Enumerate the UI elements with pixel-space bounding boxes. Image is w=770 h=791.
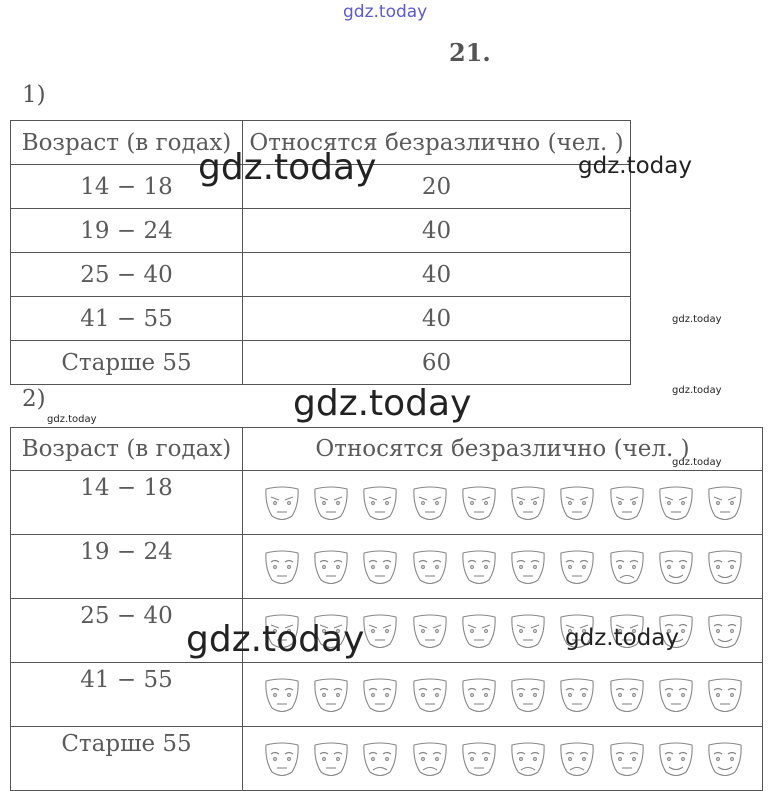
age-cell: 41 − 55 [11, 663, 243, 727]
age-cell: 25 − 40 [11, 253, 243, 297]
face-icon-angry [558, 483, 596, 523]
face-icon-angry [263, 483, 301, 523]
face-icon-sad [558, 739, 596, 779]
age-cell: 25 − 40 [11, 599, 243, 663]
face-icon-angry [361, 611, 399, 651]
watermark-header-small: gdz.today [672, 457, 722, 468]
face-icon-angry [411, 483, 449, 523]
faces-cell [243, 471, 763, 535]
watermark-part2-small: gdz.today [47, 414, 97, 425]
face-icon-angry [411, 611, 449, 651]
count-cell: 20 [243, 165, 631, 209]
table-part-2 [10, 427, 763, 791]
face-icon-smile [657, 739, 695, 779]
face-icon-neutral [460, 739, 498, 779]
face-icon-angry [657, 483, 695, 523]
faces-row [243, 739, 762, 779]
header-age: Возраст (в годах) [11, 428, 243, 471]
face-icon-angry [361, 483, 399, 523]
face-icon-neutral [312, 739, 350, 779]
face-icon-angry [460, 611, 498, 651]
part-1-label: 1) [22, 82, 46, 108]
face-icon-angry [509, 483, 547, 523]
face-icon-neutral [411, 547, 449, 587]
watermark-small-b: gdz.today [672, 385, 722, 396]
age-cell: 19 − 24 [11, 535, 243, 599]
age-cell: 14 − 18 [11, 471, 243, 535]
table-row [11, 297, 631, 341]
watermark-table1-right: gdz.today [578, 153, 692, 179]
face-icon-smile [706, 739, 744, 779]
watermark-row-mid-right: gdz.today [565, 625, 679, 651]
watermark-part2-center: gdz.today [293, 383, 472, 424]
face-icon-neutral [263, 739, 301, 779]
watermark-table1-center: gdz.today [198, 147, 377, 188]
table-row [11, 253, 631, 297]
watermark-top: gdz.today [343, 2, 428, 22]
face-icon-neutral [608, 739, 646, 779]
face-icon-neutral [558, 675, 596, 715]
face-icon-neutral [312, 675, 350, 715]
task-number: 21. [449, 38, 491, 67]
face-icon-angry [706, 483, 744, 523]
table-row [11, 727, 763, 791]
face-icon-angry [312, 483, 350, 523]
face-icon-smile [657, 547, 695, 587]
face-icon-neutral [460, 547, 498, 587]
table-row [11, 209, 631, 253]
face-icon-sad [361, 739, 399, 779]
face-icon-neutral [558, 547, 596, 587]
face-icon-neutral [657, 675, 695, 715]
watermark-row-big-left: gdz.today [186, 619, 365, 660]
watermark-small-a: gdz.today [672, 314, 722, 325]
age-cell: 14 − 18 [11, 165, 243, 209]
table-row [11, 535, 763, 599]
age-cell: 19 − 24 [11, 209, 243, 253]
header-age: Возраст (в годах) [11, 121, 243, 165]
table-row [11, 471, 763, 535]
face-icon-neutral [706, 675, 744, 715]
part-2-label: 2) [22, 386, 46, 412]
header-count: Относятся безразлично (чел. ) [243, 121, 631, 165]
faces-row [243, 547, 762, 587]
face-icon-angry [608, 483, 646, 523]
face-icon-smile [706, 611, 744, 651]
count-cell: 40 [243, 209, 631, 253]
face-icon-sad [509, 739, 547, 779]
table-row [11, 663, 763, 727]
face-icon-sad [411, 739, 449, 779]
count-cell: 40 [243, 297, 631, 341]
faces-cell [243, 535, 763, 599]
age-cell: 41 − 55 [11, 297, 243, 341]
face-icon-neutral [361, 675, 399, 715]
count-cell: 60 [243, 341, 631, 385]
age-cell: Старше 55 [11, 341, 243, 385]
faces-row [243, 483, 762, 523]
face-icon-angry [460, 483, 498, 523]
face-icon-neutral [509, 547, 547, 587]
face-icon-angry [509, 611, 547, 651]
face-icon-neutral [509, 675, 547, 715]
header-count: Относятся безразлично (чел. ) [243, 428, 763, 471]
faces-row [243, 675, 762, 715]
count-cell: 40 [243, 253, 631, 297]
face-icon-neutral [608, 675, 646, 715]
face-icon-neutral [361, 547, 399, 587]
face-icon-neutral [411, 675, 449, 715]
table-row [11, 341, 631, 385]
face-icon-neutral [312, 547, 350, 587]
face-icon-smile [706, 547, 744, 587]
face-icon-neutral [263, 547, 301, 587]
face-icon-neutral [460, 675, 498, 715]
face-icon-neutral [263, 675, 301, 715]
faces-cell [243, 727, 763, 791]
age-cell: Старше 55 [11, 727, 243, 791]
faces-cell [243, 663, 763, 727]
face-icon-sad [608, 547, 646, 587]
